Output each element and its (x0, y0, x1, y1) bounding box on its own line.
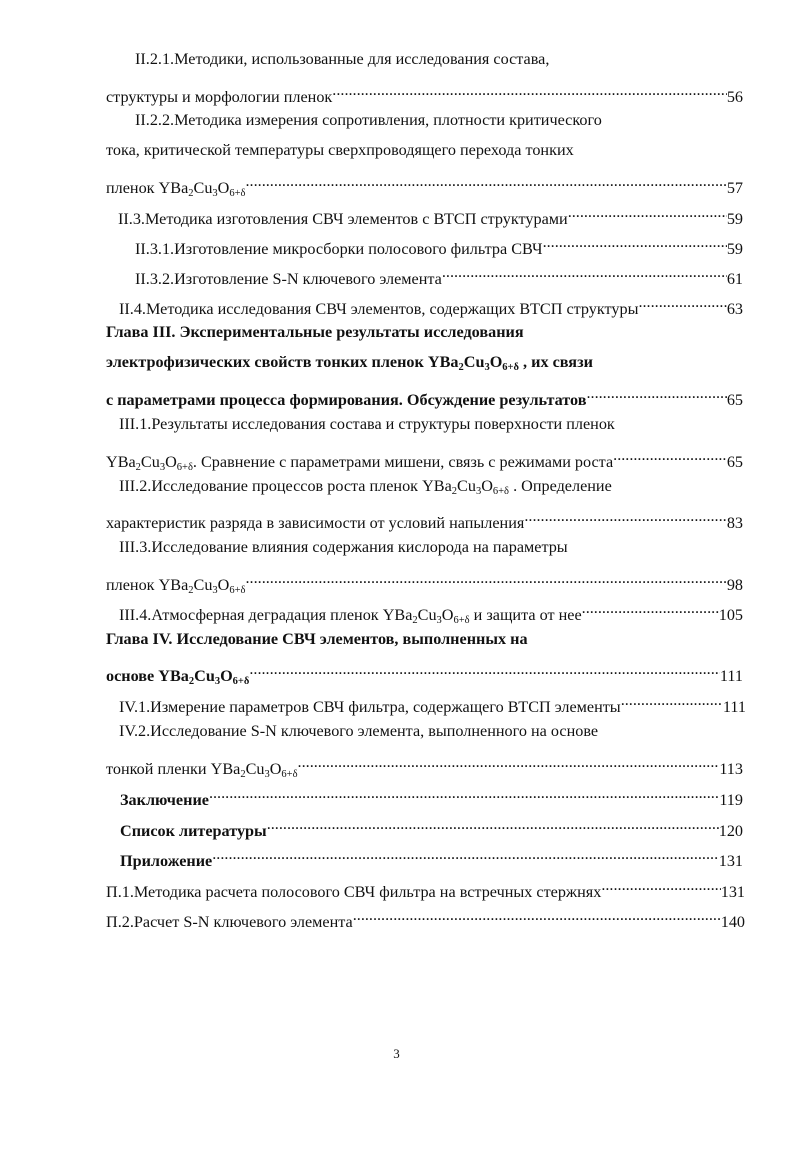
toc-entry[interactable] (106, 443, 743, 473)
toc-entry-conclusion[interactable] (120, 781, 743, 809)
toc-entry-text: характеристик разряда в зависимости от условий напыления (106, 514, 525, 532)
dot-leader (568, 200, 727, 224)
chapter-heading (106, 350, 593, 374)
toc-entry-text: II.3.1.Изготовление микросборки полосового фильтра СВЧ (135, 240, 543, 258)
toc-entry (135, 108, 602, 132)
toc-entry-text: II.3.Методика изготовления СВЧ элементов с ВТСП структурами (118, 210, 568, 228)
toc-page-number: 65 (727, 450, 743, 474)
toc-entry[interactable] (106, 566, 743, 596)
chemical-formula: $YBa_2Cu_3O_{6+\delta}$ (158, 667, 250, 687)
toc-page-number: 105 (719, 603, 743, 627)
toc-entry-references[interactable] (120, 812, 743, 840)
dot-leader (543, 230, 727, 254)
toc-entry[interactable] (119, 596, 743, 626)
dot-leader (246, 566, 727, 590)
toc-entry-text: П.1.Методика расчета полосового СВЧ фильтра на встречных стержнях (106, 883, 602, 901)
toc-entry-text: пленок $YBa_2Cu_3O_{6+\delta}$ (106, 179, 246, 199)
dot-leader (353, 903, 721, 927)
chapter-heading (106, 627, 528, 651)
toc-entry[interactable] (119, 688, 746, 716)
toc-entry-text: электрофизических свойств тонких пленок $YBa_2Cu_3O_{6+\delta}$ , их связи (106, 353, 593, 373)
toc-entry (119, 719, 598, 743)
toc-page-number: 65 (727, 388, 743, 412)
toc-entry[interactable] (106, 169, 743, 199)
toc-entry-text: П.2.Расчет S-N ключевого элемента (106, 913, 353, 931)
dot-leader (582, 596, 719, 620)
dot-leader (298, 750, 720, 774)
toc-entry-text: IV.2.Исследование S-N ключевого элемента, выполненного на основе (119, 722, 599, 740)
dot-leader (332, 78, 727, 102)
chemical-formula: $YBa_2Cu_3O_{6+\delta}$ (210, 760, 298, 780)
toc-entry-text: тонкой пленки $YBa_2Cu_3O_{6+\delta}$ (106, 760, 298, 780)
dot-leader (638, 290, 726, 314)
toc-page-number: 131 (721, 880, 745, 904)
dot-leader (246, 169, 727, 193)
toc-page-number: 120 (719, 819, 743, 843)
toc-entry[interactable] (135, 260, 743, 288)
toc-entry[interactable] (106, 873, 745, 901)
toc-entry-text: III.4.Атмосферная деградация пленок $YBa_2Cu_3O_{6+\delta}$ и защита от нее (119, 606, 582, 626)
toc-page-number: 98 (727, 573, 743, 597)
toc-entry-text: III.3.Исследование влияния содержания кислорода на параметры (119, 538, 568, 556)
dot-leader (212, 842, 718, 866)
chemical-formula: $YBa_2Cu_3O_{6+\delta}$ (158, 179, 246, 199)
toc-page-number: 59 (727, 207, 743, 231)
toc-entry-text: Глава IV. Исследование СВЧ элементов, выполненных на (106, 630, 528, 648)
toc-page-number: 56 (727, 85, 743, 109)
toc-entry (135, 47, 549, 71)
toc-entry-text: II.2.1.Методики, использованные для исследования состава, (135, 50, 550, 68)
chemical-formula: $YBa_2Cu_3O_{6+\delta}$ (106, 453, 193, 473)
toc-entry (119, 412, 615, 436)
toc-entry-text: II.2.2.Методика измерения сопротивления, плотности критического (135, 111, 602, 129)
toc-page-number: 61 (727, 267, 743, 291)
chemical-formula: $YBa_2Cu_3O_{6+\delta}$ (158, 576, 246, 596)
toc-entry-text: II.4.Методика исследования СВЧ элементов, содержащих ВТСП структуры (119, 300, 639, 318)
toc-entry[interactable] (106, 903, 745, 931)
toc-entry[interactable] (106, 750, 743, 780)
toc-page-number: 83 (727, 511, 743, 535)
dot-leader (524, 504, 726, 528)
toc-entry-text: Приложение (120, 852, 213, 870)
toc-entry-text: структуры и морфологии пленок (106, 88, 333, 106)
toc-entry-text: III.1.Результаты исследования состава и структуры поверхности пленок (119, 415, 615, 433)
toc-entry-text: III.2.Исследование процессов роста пленок $YBa_2Cu_3O_{6+\delta}$ . Определение (119, 477, 612, 497)
toc-page-number: 111 (723, 695, 746, 719)
toc-page-number: 140 (721, 910, 745, 934)
dot-leader (613, 443, 727, 467)
toc-page-number: 113 (719, 757, 743, 781)
toc-page-number: 111 (720, 664, 743, 688)
toc-entry[interactable] (106, 504, 743, 532)
toc-entry[interactable] (106, 78, 743, 106)
chapter-heading (106, 320, 524, 344)
toc-entry[interactable] (106, 657, 743, 687)
dot-leader (601, 873, 720, 897)
toc-page-number: 59 (727, 237, 743, 261)
chemical-formula: $YBa_2Cu_3O_{6+\delta}$ (427, 353, 519, 373)
toc-page-number: 63 (727, 297, 743, 321)
dot-leader (586, 381, 726, 405)
toc-entry (106, 138, 574, 162)
chemical-formula: $YBa_2Cu_3O_{6+\delta}$ (382, 606, 470, 626)
toc-entry-appendix[interactable] (120, 842, 743, 870)
page-number: 3 (393, 1046, 400, 1061)
chemical-formula: $YBa_2Cu_3O_{6+\delta}$ (422, 477, 510, 497)
toc-page-number: 119 (719, 788, 743, 812)
toc-entry-text: с параметрами процесса формирования. Обсуждение результатов (106, 391, 587, 409)
toc-entry-text: тока, критической температуры сверхпроводящего перехода тонких (106, 141, 574, 159)
toc-page-number: 57 (727, 176, 743, 200)
dot-leader (267, 812, 719, 836)
toc-entry[interactable] (118, 200, 743, 228)
toc-entry[interactable] (119, 290, 743, 318)
toc-entry[interactable] (135, 230, 743, 258)
toc-entry (119, 474, 612, 498)
toc-entry-text: Список литературы (120, 822, 267, 840)
toc-entry-text: пленок $YBa_2Cu_3O_{6+\delta}$ (106, 576, 246, 596)
dot-leader (209, 781, 719, 805)
toc-entry-text: $YBa_2Cu_3O_{6+\delta}$. Сравнение с параметрами мишени, связь с режимами роста (106, 453, 614, 473)
dot-leader (621, 688, 723, 712)
toc-entry-text: IV.1.Измерение параметров СВЧ фильтра, содержащего ВТСП элементы (119, 698, 621, 716)
toc-entry (119, 535, 568, 559)
toc-entry-text: Заключение (120, 791, 209, 809)
toc-page-number: 131 (719, 849, 743, 873)
toc-entry-text: основе $YBa_2Cu_3O_{6+\delta}$ (106, 667, 250, 687)
dot-leader (442, 260, 727, 284)
toc-entry-text: II.3.2.Изготовление S-N ключевого элемента (135, 270, 442, 288)
dot-leader (249, 657, 720, 681)
toc-entry-text: Глава III. Экспериментальные результаты исследования (106, 323, 524, 341)
toc-entry[interactable] (106, 381, 743, 409)
